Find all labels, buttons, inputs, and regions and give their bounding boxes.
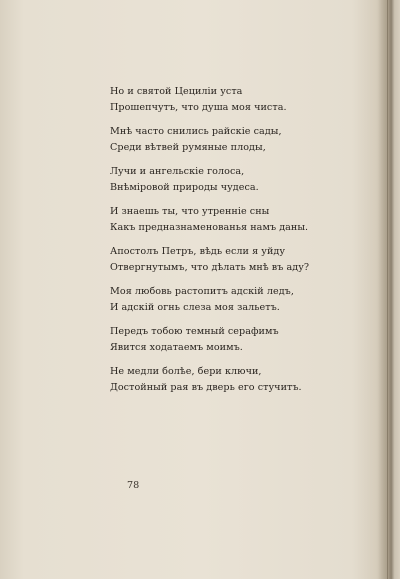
poem-body [110,84,310,404]
poem-line: Не медли болѣе, бери ключи, [110,366,262,377]
poem-line: Лучи и ангельскіе голоса, [110,166,245,177]
show-through-text [300,320,390,470]
stanza [110,124,310,156]
poem-line: Но и святой Цециліи уста [110,86,243,97]
poem-line: Внѣміровой природы чудеса. [110,182,259,193]
stanza [110,204,310,236]
poem-line: Отвергнутымъ, что дѣлать мнѣ въ аду? [110,262,310,273]
poem-line: Прошепчутъ, что душа моя чиста. [110,102,287,113]
poem-line: Явится ходатаемъ моимъ. [110,342,243,353]
poem-line: И знаешь ты, что утренніе сны [110,206,270,217]
stanza [110,324,310,356]
poem-line: Достойный рая въ дверь его стучитъ. [110,382,302,393]
stanza [110,164,310,196]
poem-line: И адскій огнь слеза моя зальетъ. [110,302,280,313]
stanza [110,284,310,316]
stanza [110,84,310,116]
page-number: 78 [127,480,140,491]
stanza [110,244,310,276]
poem-line: Среди вѣтвей румяные плоды, [110,142,266,153]
poem-line: Моя любовь растопитъ адскій ледъ, [110,286,294,297]
stanza [110,364,310,396]
poem-line: Передъ тобою темный серафимъ [110,326,279,337]
poem-line: Апостолъ Петръ, вѣдь если я уйду [110,246,286,257]
poem-line: Какъ предназнаменованья намъ даны. [110,222,309,233]
page-edge-shadow [378,0,400,579]
page-edge-line [387,0,388,579]
poem-line: Мнѣ часто снились райскіе сады, [110,126,282,137]
